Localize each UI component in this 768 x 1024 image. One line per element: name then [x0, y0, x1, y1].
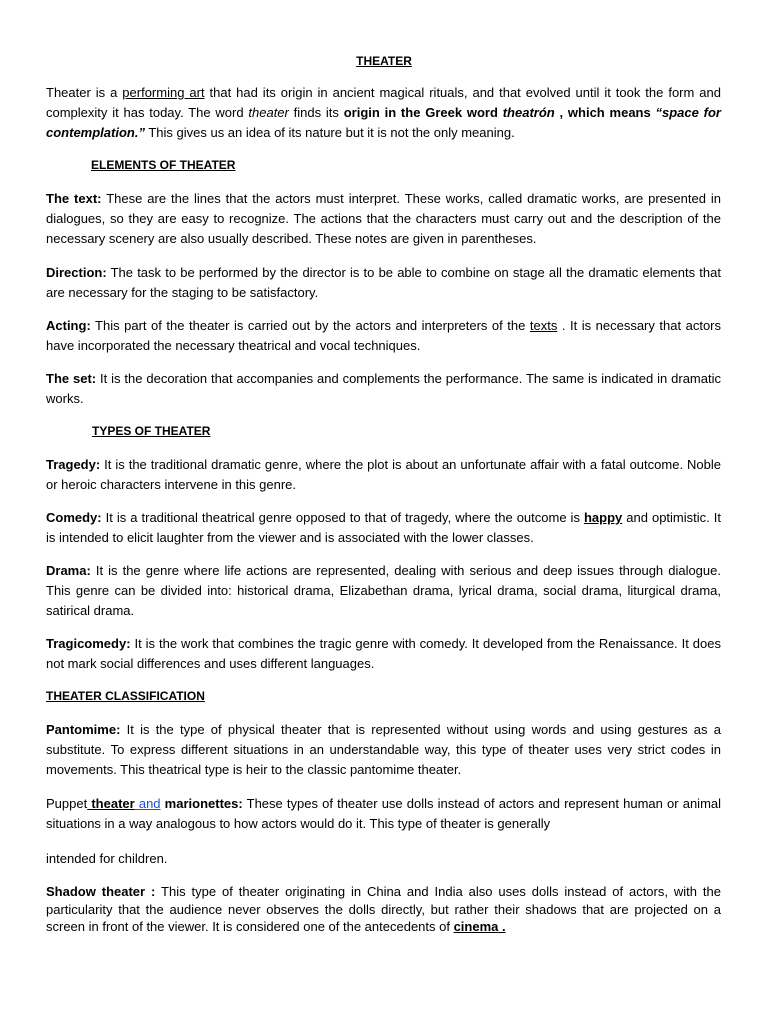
- type-tragedy: Tragedy: It is the traditional dramatic genre, where the plot is about an unfortunate affair with a fatal outcome. Noble or heroic characters intervene in this genre.: [46, 457, 721, 492]
- page-title: THEATER: [356, 54, 412, 68]
- theater-link[interactable]: theater: [87, 796, 135, 811]
- and-link[interactable]: and: [134, 796, 161, 811]
- heading-types-of-theater: TYPES OF THEATER: [92, 424, 211, 438]
- element-text: The text: These are the lines that the actors must interpret. These works, called dramatic works, are presented in dialogues, so they are easy to recognize. The actions that the characters must carry out and the description of the necessary scenery are also usually described. These notes are given in parentheses.: [46, 191, 721, 246]
- type-tragicomedy: Tragicomedy: It is the work that combines the tragic genre with comedy. It developed from the Renaissance. It does not mark social differences and uses different languages.: [46, 636, 721, 671]
- type-comedy: Comedy: It is a traditional theatrical genre opposed to that of tragedy, where the outcome is happy and optimistic. It is intended to elicit laughter from the viewer and is associated with the lower classes.: [46, 510, 721, 545]
- performing-art-link[interactable]: performing art: [122, 85, 205, 100]
- type-drama: Drama: It is the genre where life actions are represented, dealing with serious and deep issues through dialogue. This genre can be divided into: historical drama, Elizabethan drama, lyrical drama, social drama, liturgical drama, satirical drama.: [46, 563, 721, 618]
- class-shadow: Shadow theater : This type of theater originating in China and India also uses dolls instead of actors, with the particularity that the audience never observes the dolls directly, but rather their shadows that are projected on a screen in front of the viewer. It is considered one of the antecedents of cinema .: [46, 884, 721, 934]
- element-direction: Direction: The task to be performed by the director is to be able to combine on stage all the dramatic elements that are necessary for the staging to be satisfactory.: [46, 265, 721, 300]
- element-acting: Acting: This part of the theater is carried out by the actors and interpreters of the texts . It is necessary that actors have incorporated the necessary theatrical and vocal techniques.: [46, 318, 722, 353]
- class-puppet-continued: intended for children.: [46, 851, 168, 866]
- cinema-link[interactable]: cinema: [453, 919, 499, 934]
- intro-paragraph: Theater is a performing art that had its origin in ancient magical rituals, and that evolved until it took the form and complexity it has today. The word theater finds its origin in the Greek word theatrón , which means “space for contemplation.” This gives us an idea of its nature but it is not the only meaning.: [46, 85, 721, 140]
- heading-theater-classification: THEATER CLASSIFICATION: [46, 689, 205, 703]
- texts-link[interactable]: texts: [529, 318, 558, 333]
- class-pantomime: Pantomime: It is the type of physical theater that is represented without using words and using gestures as a substitute. To express different situations in an understandable way, this type of theater uses very strict codes in movements. This theatrical type is heir to the classic pantomime theater.: [46, 722, 721, 777]
- happy-link[interactable]: happy: [583, 510, 623, 525]
- element-set: The set: It is the decoration that accompanies and complements the performance. The same is indicated in dramatic works.: [46, 371, 721, 406]
- class-puppet: Puppet theater and marionettes: These types of theater use dolls instead of actors and represent human or animal situations in a way analogous to how actors would do it. This type of theater is generally: [46, 796, 722, 831]
- heading-elements-of-theater: ELEMENTS OF THEATER: [91, 158, 236, 172]
